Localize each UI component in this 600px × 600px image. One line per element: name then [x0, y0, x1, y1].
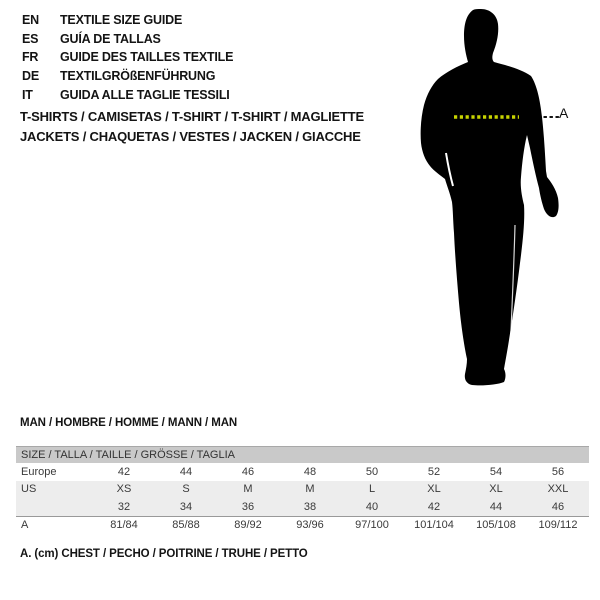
measure-label-a: A — [559, 105, 569, 121]
language-row-fr — [22, 48, 233, 67]
size-cell: 46 — [551, 500, 565, 513]
size-cell: XL — [427, 483, 441, 496]
size-cell: 109/112 — [538, 519, 578, 532]
category-tshirts: T-SHIRTS / CAMISETAS / T-SHIRT / T-SHIRT / MAGLIETTE — [20, 109, 364, 124]
language-title: TEXTILGRÖßENFÜHRUNG — [60, 69, 216, 84]
size-cell: XL — [489, 483, 503, 496]
table-row-us — [16, 481, 589, 499]
section-title: MAN / HOMBRE / HOMME / MANN / MAN — [20, 417, 238, 429]
size-cell: 42 — [427, 500, 441, 513]
size-cell: 50 — [365, 465, 379, 478]
size-cell: 97/100 — [355, 519, 389, 532]
man-body-shape — [421, 9, 559, 385]
language-row-en — [22, 11, 233, 30]
size-cell: 34 — [179, 500, 193, 513]
language-row-es — [22, 30, 233, 49]
size-table — [16, 446, 589, 534]
size-cell: L — [368, 483, 376, 496]
size-cell: 48 — [303, 465, 317, 478]
table-row-europe — [16, 463, 589, 481]
size-cell: XS — [116, 483, 132, 496]
size-cell: 36 — [241, 500, 255, 513]
language-code: EN — [22, 13, 39, 28]
size-table-header-label: SIZE / TALLA / TAILLE / GRÖSSE / TAGLIA — [21, 449, 235, 461]
measure-footnote: A. (cm) CHEST / PECHO / POITRINE / TRUHE / PETTO — [20, 548, 308, 560]
category-list — [20, 107, 364, 146]
row-label: Europe — [21, 465, 57, 478]
language-list — [22, 11, 233, 104]
language-code: ES — [22, 31, 39, 46]
row-label: A — [21, 519, 29, 532]
size-cell: 42 — [117, 465, 131, 478]
language-title: GUÍA DE TALLAS — [60, 31, 161, 46]
size-cell: 81/84 — [110, 519, 138, 532]
size-table-header-row — [16, 446, 589, 463]
size-cell: 93/96 — [296, 519, 324, 532]
size-cell: M — [305, 483, 315, 496]
language-title: GUIDA ALLE TAGLIE TESSILI — [60, 87, 230, 102]
language-title: GUIDE DES TAILLES TEXTILE — [60, 50, 234, 65]
language-code: DE — [22, 69, 39, 84]
category-jackets: JACKETS / CHAQUETAS / VESTES / JACKEN / GIACCHE — [20, 128, 361, 144]
size-cell: 56 — [551, 465, 565, 478]
size-cell: 101/104 — [414, 519, 454, 532]
table-row-us-numeric — [16, 498, 589, 516]
man-silhouette — [393, 5, 573, 390]
size-cell: 54 — [489, 465, 503, 478]
language-row-de — [22, 67, 233, 86]
size-cell: 105/108 — [476, 519, 516, 532]
size-cell: 44 — [179, 465, 193, 478]
language-row-it — [22, 85, 233, 104]
language-title: TEXTILE SIZE GUIDE — [60, 13, 183, 28]
size-cell: 46 — [241, 465, 255, 478]
size-cell: 85/88 — [172, 519, 200, 532]
language-code: IT — [22, 87, 33, 102]
size-cell: S — [182, 483, 190, 496]
size-cell: 32 — [117, 500, 131, 513]
row-label: US — [21, 483, 37, 496]
language-code: FR — [22, 50, 39, 65]
size-cell: 89/92 — [234, 519, 262, 532]
size-cell: 38 — [303, 500, 317, 513]
table-row-chest-a — [16, 516, 589, 535]
size-cell: 44 — [489, 500, 503, 513]
size-cell: 52 — [427, 465, 441, 478]
size-cell: XXL — [547, 483, 569, 496]
size-cell: M — [243, 483, 253, 496]
size-cell: 40 — [365, 500, 379, 513]
